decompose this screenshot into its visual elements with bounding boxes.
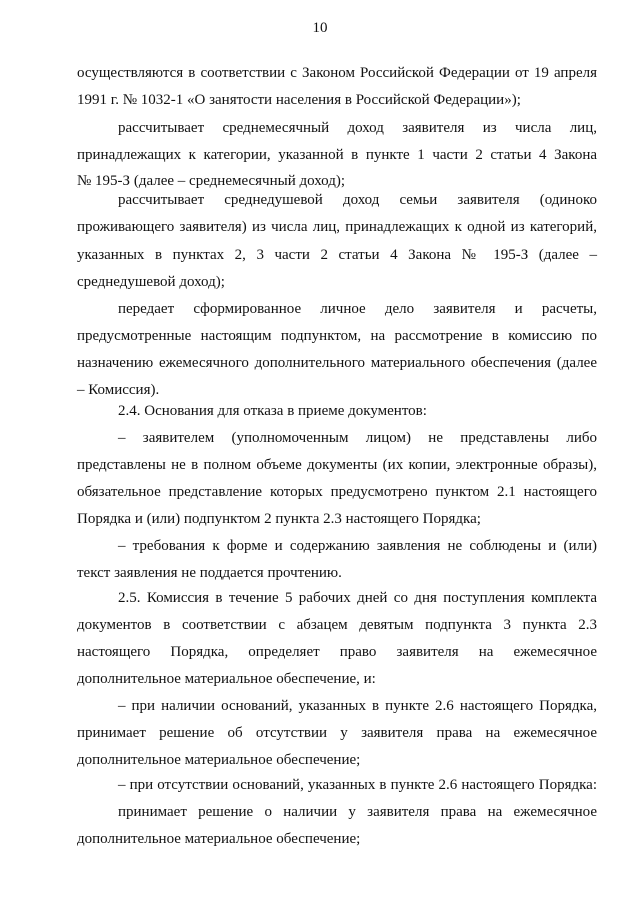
text-line: представлены не в полном объеме документы (их копии, электронные образы),: [77, 457, 597, 473]
text-line: передает сформированное личное дело заявителя и расчеты,: [118, 301, 597, 317]
page-number: 10: [312, 20, 328, 36]
text-line: № 195-З (далее – среднемесячный доход);: [77, 173, 346, 189]
text-line: 1991 г. № 1032-1 «О занятости населения в Российской Федерации»);: [77, 92, 521, 108]
text-line: документов в соответствии с абзацем девятым подпункта 3 пункта 2.3: [77, 617, 597, 633]
text-line: обязательное представление которых предусмотрено пунктом 2.1 настоящего: [77, 484, 597, 500]
text-line: настоящего Порядка, определяет право заявителя на ежемесячное: [77, 644, 597, 660]
text-line: дополнительное материальное обеспечение, и:: [77, 671, 376, 687]
text-line: рассчитывает среднемесячный доход заявителя из числа лиц,: [118, 120, 597, 136]
text-line: принадлежащих к категории, указанной в пункте 1 части 2 статьи 4 Закона: [77, 147, 597, 163]
text-line: текст заявления не поддается прочтению.: [77, 565, 342, 581]
text-line: рассчитывает среднедушевой доход семьи заявителя (одиноко: [118, 192, 597, 208]
text-line: 2.4. Основания для отказа в приеме документов:: [118, 403, 427, 419]
text-line: Порядка и (или) подпунктом 2 пункта 2.3 настоящего Порядка;: [77, 511, 481, 527]
text-line: 2.5. Комиссия в течение 5 рабочих дней со дня поступления комплекта: [118, 590, 597, 606]
text-line: назначению ежемесячного дополнительного материального обеспечения (далее: [77, 355, 597, 371]
text-line: принимает решение о наличии у заявителя права на ежемесячное: [118, 804, 597, 820]
text-line: – заявителем (уполномоченным лицом) не представлены либо: [118, 430, 597, 446]
text-line: дополнительное материальное обеспечение;: [77, 831, 361, 847]
text-line: предусмотренные настоящим подпунктом, на рассмотрение в комиссию по: [77, 328, 597, 344]
text-line: осуществляются в соответствии с Законом Российской Федерации от 19 апреля: [77, 65, 597, 81]
text-line: проживающего заявителя) из числа лиц, принадлежащих к одной из категорий,: [77, 219, 597, 235]
text-line: указанных в пунктах 2, 3 части 2 статьи 4 Закона № 195-З (далее –: [77, 247, 597, 263]
text-line: дополнительное материальное обеспечение;: [77, 752, 361, 768]
text-line: среднедушевой доход);: [77, 274, 225, 290]
text-line: – Комиссия).: [77, 382, 160, 398]
text-line: принимает решение об отсутствии у заявителя права на ежемесячное: [77, 725, 597, 741]
text-line: – требования к форме и содержанию заявления не соблюдены и (или): [118, 538, 597, 554]
text-line: – при наличии оснований, указанных в пункте 2.6 настоящего Порядка,: [118, 698, 597, 714]
text-line: – при отсутствии оснований, указанных в пункте 2.6 настоящего Порядка:: [118, 777, 597, 793]
